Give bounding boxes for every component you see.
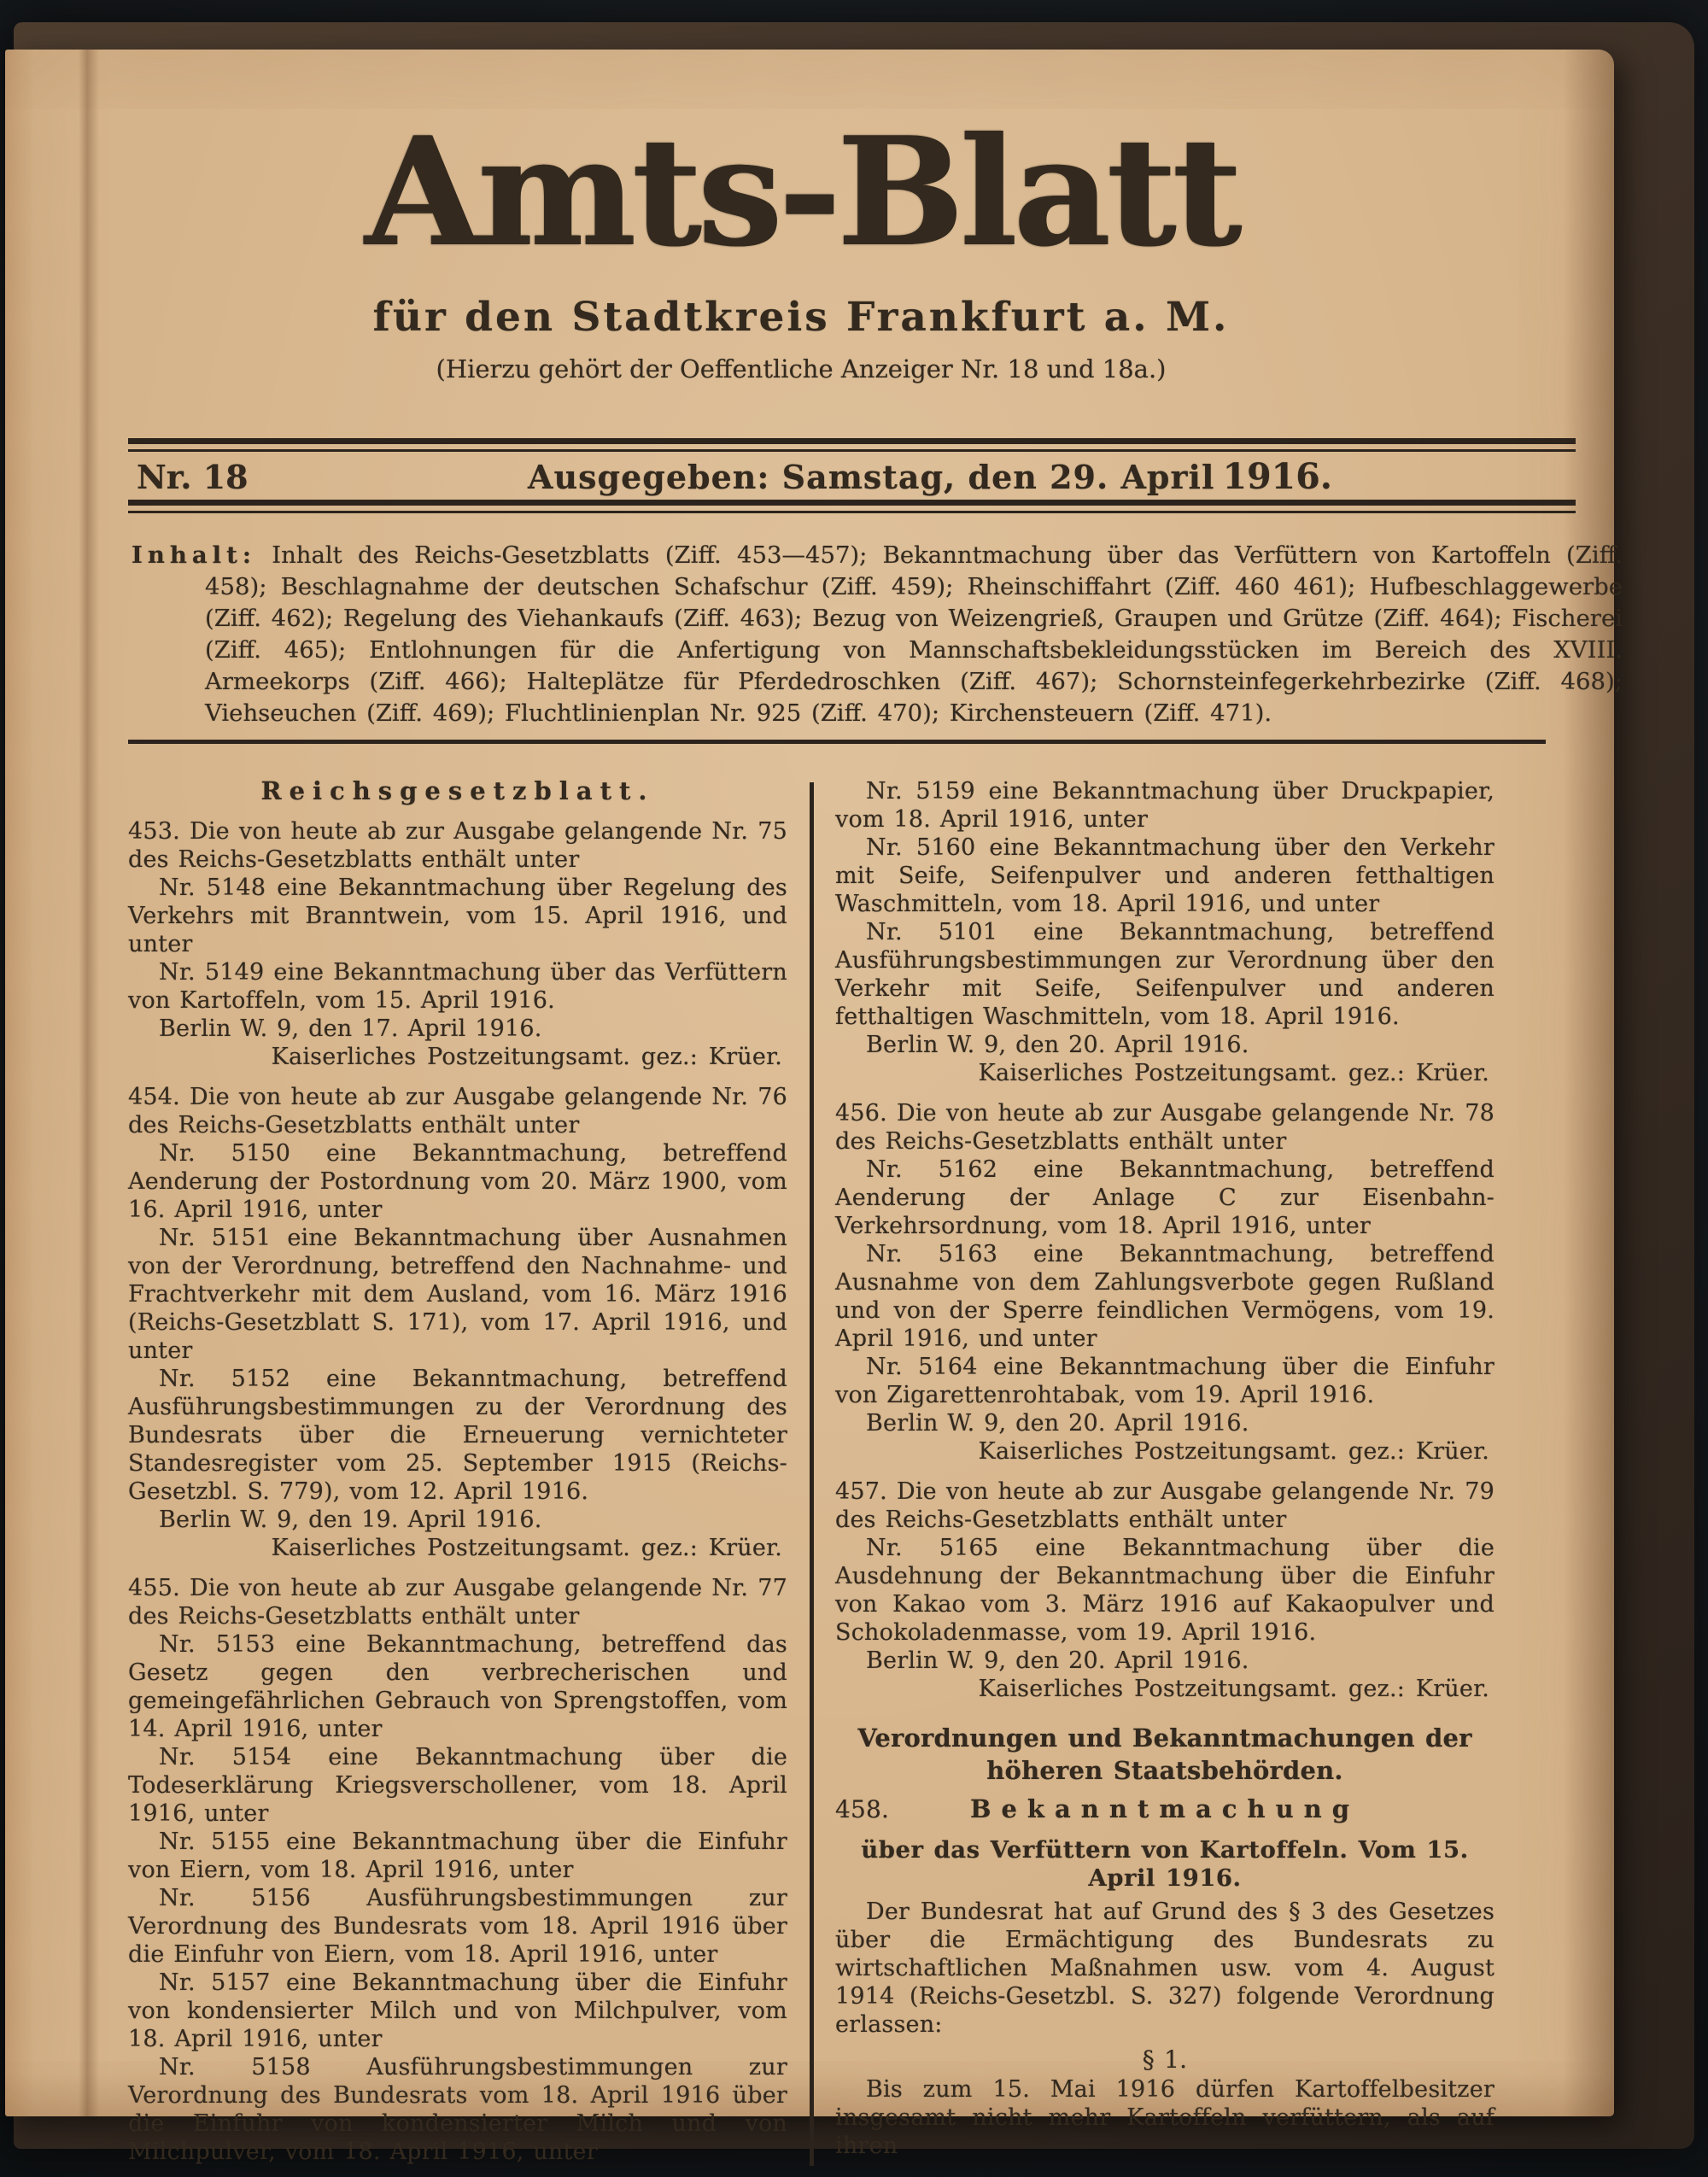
paragraph-verfuettern: Bis zum 15. Mai 1916 dürfen Kartoffelbesitzer insgesamt nicht mehr Kartoffeln verfüttern, als auf ihren: [835, 2076, 1494, 2159]
item-458-number: 458.: [835, 1795, 890, 1823]
item-458-subtitle: über das Verfüttern von Kartoffeln. Vom 15. April 1916.: [861, 1836, 1469, 1892]
paragraph-5152: Nr. 5152 eine Bekanntmachung, betreffend Ausführungsbestimmungen zu der Verordnung des Bundesrats über die Erneuerung vernichteter Standesregister vom 25. September 1915 (Reichs-Gesetzbl. S. 779), vom 12. April 1916.: [128, 1366, 787, 1505]
dateline-453: Berlin W. 9, den 17. April 1916.: [159, 1015, 542, 1042]
double-rule-top: [128, 438, 1576, 452]
paragraph-5165: Nr. 5165 eine Bekanntmachung über die Ausdehnung der Bekanntmachung über die Einfuhr von Kakao vom 3. März 1916 auf Kakaopulver und Schokoladenmasse, vom 19. April 1916.: [835, 1535, 1494, 1646]
paragraph-5154: Nr. 5154 eine Bekanntmachung über die Todeserklärung Kriegsverschollener, vom 18. April 1916, unter: [128, 1744, 787, 1827]
heading-staatsbehoerden: Verordnungen und Bekanntmachungen der höheren Staatsbehörden.: [857, 1723, 1472, 1785]
rule-thin: [128, 511, 1576, 513]
rule-thick: [128, 438, 1576, 444]
paragraph-5148: Nr. 5148 eine Bekanntmachung über Regelung des Verkehrs mit Branntwein, vom 15. April 1916, und unter: [128, 875, 787, 957]
newspaper-page: [5, 50, 1623, 2165]
issue-number: Nr. 18: [137, 458, 249, 496]
paragraph-5162: Nr. 5162 eine Bekanntmachung, betreffend Aenderung der Anlage C zur Eisenbahn-Verkehrsordnung, vom 18. April 1916, unter: [835, 1156, 1494, 1239]
dateline-456: Berlin W. 9, den 20. April 1916.: [866, 1410, 1249, 1437]
paragraph-453: 453. Die von heute ab zur Ausgabe gelangende Nr. 75 des Reichs-Gesetzblatts enthält unter: [128, 818, 787, 873]
issue-year: 1916.: [1222, 456, 1332, 497]
signature-457: Kaiserliches Postzeitungsamt. gez.: Krüer.: [978, 1676, 1489, 1702]
inhalt-text: Inhalt des Reichs-Gesetzblatts (Ziff. 453—457); Bekanntmachung über das Verfüttern von Kartoffeln (Ziff. 458); Beschlagnahme der deutschen Schafschur (Ziff. 459); Rheinschiffahrt (Ziff. 460 461); Hufbeschlaggewerbe (Ziff. 462); Regelung des Viehankaufs (Ziff. 463); Bezug von Weizengrieß, Graupen und Grütze (Ziff. 464); Fischerei (Ziff. 465); Entlohnungen für die Anfertigung von Mannschaftsbekleidungsstücken im Bereich des XVIII. Armeekorps (Ziff. 466); Halteplätze für Pferdedroschken (Ziff. 467); Schornsteinfegerkehrbezirke (Ziff. 468); Viehseuchen (Ziff. 469); Fluchtlinienplan Nr. 925 (Ziff. 470); Kirchensteuern (Ziff. 471).: [205, 541, 1623, 727]
issue-bar: [128, 458, 1576, 497]
double-rule-bottom: [128, 500, 1576, 513]
paragraph-5101: Nr. 5101 eine Bekanntmachung, betreffend Ausführungsbestimmungen zur Verordnung über den Verkehr mit Seife, Seifenpulver und anderen fetthaltigen Waschmitteln, vom 18. April 1916.: [835, 919, 1494, 1030]
paragraph-5159: Nr. 5159 eine Bekanntmachung über Druckpapier, vom 18. April 1916, unter: [835, 778, 1494, 833]
column-divider-rule: [810, 782, 814, 2166]
masthead-subtitle: für den Stadtkreis Frankfurt a. M.: [372, 293, 1230, 341]
paragraph-5149: Nr. 5149 eine Bekanntmachung über das Verfüttern von Kartoffeln, vom 15. April 1916.: [128, 959, 787, 1014]
paragraph-455: 455. Die von heute ab zur Ausgabe gelangende Nr. 77 des Reichs-Gesetzblatts enthält unter: [128, 1575, 787, 1630]
paragraph-bundesrat: Der Bundesrat hat auf Grund des § 3 des Gesetzes über die Ermächtigung des Bundesrats zu wirtschaftlichen Maßnahmen usw. vom 4. August 1914 (Reichs-Gesetzbl. S. 327) folgende Verordnung erlassen:: [835, 1899, 1494, 2038]
paragraph-457: 457. Die von heute ab zur Ausgabe gelangende Nr. 79 des Reichs-Gesetzblatts enthält unter: [835, 1478, 1494, 1533]
signature-454: Kaiserliches Postzeitungsamt. gez.: Krüer.: [271, 1535, 782, 1561]
body-columns: [128, 777, 1494, 2166]
paragraph-5160: Nr. 5160 eine Bekanntmachung über den Verkehr mit Seife, Seifenpulver und anderen fetthaltigen Waschmitteln, vom 18. April 1916, und unter: [835, 834, 1494, 917]
masthead-note: (Hierzu gehört der Oeffentliche Anzeiger Nr. 18 und 18a.): [436, 354, 1167, 383]
signature-455: Kaiserliches Postzeitungsamt. gez.: Krüer.: [978, 1060, 1489, 1086]
item-458-title: Bekanntmachung: [969, 1794, 1360, 1823]
page-title: Amts-Blatt: [364, 105, 1238, 280]
signature-453: Kaiserliches Postzeitungsamt. gez.: Krüer.: [271, 1044, 782, 1070]
paragraph-456: 456. Die von heute ab zur Ausgabe gelangende Nr. 78 des Reichs-Gesetzblatts enthält unter: [835, 1100, 1494, 1155]
paragraph-5157: Nr. 5157 eine Bekanntmachung über die Einfuhr von kondensierter Milch und von Milchpulver, vom 18. April 1916, unter: [128, 1969, 787, 2052]
paragraph-5163: Nr. 5163 eine Bekanntmachung, betreffend Ausnahme von dem Zahlungsverbote gegen Rußland und von der Sperre feindlichen Vermögens, vom 19. April 1916, und unter: [835, 1241, 1494, 1352]
right-column: [835, 777, 1494, 2166]
paragraph-5158: Nr. 5158 Ausführungsbestimmungen zur Verordnung des Bundesrats vom 18. April 1916 über die Einfuhr von kondensierter Milch und von Milchpulver, vom 18. April 1916, unter: [128, 2054, 787, 2165]
inhalt-label: Inhalt:: [132, 541, 256, 569]
paragraph-5151: Nr. 5151 eine Bekanntmachung über Ausnahmen von der Verordnung, betreffend den Nachnahme- und Frachtverkehr mit dem Ausland, vom 16. März 1916 (Reichs-Gesetzblatt S. 171), vom 17. April 1916, und unter: [128, 1225, 787, 1364]
paragraph-5155: Nr. 5155 eine Bekanntmachung über die Einfuhr von Eiern, vom 18. April 1916, unter: [128, 1829, 787, 1883]
rule-thin: [128, 449, 1576, 452]
masthead: [5, 105, 1597, 383]
paragraph-5153: Nr. 5153 eine Bekanntmachung, betreffend das Gesetz gegen den verbrecherischen und gemeingefährlichen Gebrauch von Sprengstoffen, vom 14. April 1916, unter: [128, 1631, 787, 1742]
issue-date: Ausgegeben: Samstag, den 29. April: [528, 458, 1215, 496]
paragraph-5164: Nr. 5164 eine Bekanntmachung über die Einfuhr von Zigarettenrohtabak, vom 19. April 1916.: [835, 1354, 1494, 1408]
dateline-454: Berlin W. 9, den 19. April 1916.: [159, 1507, 542, 1533]
table-of-contents: [132, 540, 1623, 729]
dateline-457: Berlin W. 9, den 20. April 1916.: [866, 1647, 1249, 1674]
signature-456: Kaiserliches Postzeitungsamt. gez.: Krüer.: [978, 1438, 1489, 1465]
left-column: [128, 777, 787, 2166]
rule-thick: [128, 500, 1576, 506]
dateline-455: Berlin W. 9, den 20. April 1916.: [866, 1032, 1249, 1058]
section-divider-rule: [128, 740, 1546, 744]
heading-reichsgesetzblatt: Reichsgesetzblatt.: [260, 776, 655, 805]
section-mark: § 1.: [1142, 2045, 1188, 2074]
item-458-row: [835, 1795, 1494, 1828]
paragraph-5150: Nr. 5150 eine Bekanntmachung, betreffend Aenderung der Postordnung vom 20. März 1900, vom 16. April 1916, unter: [128, 1140, 787, 1223]
paragraph-5156: Nr. 5156 Ausführungsbestimmungen zur Verordnung des Bundesrats vom 18. April 1916 über die Einfuhr von Eiern, vom 18. April 1916, unter: [128, 1885, 787, 1968]
paragraph-454: 454. Die von heute ab zur Ausgabe gelangende Nr. 76 des Reichs-Gesetzblatts enthält unter: [128, 1084, 787, 1138]
